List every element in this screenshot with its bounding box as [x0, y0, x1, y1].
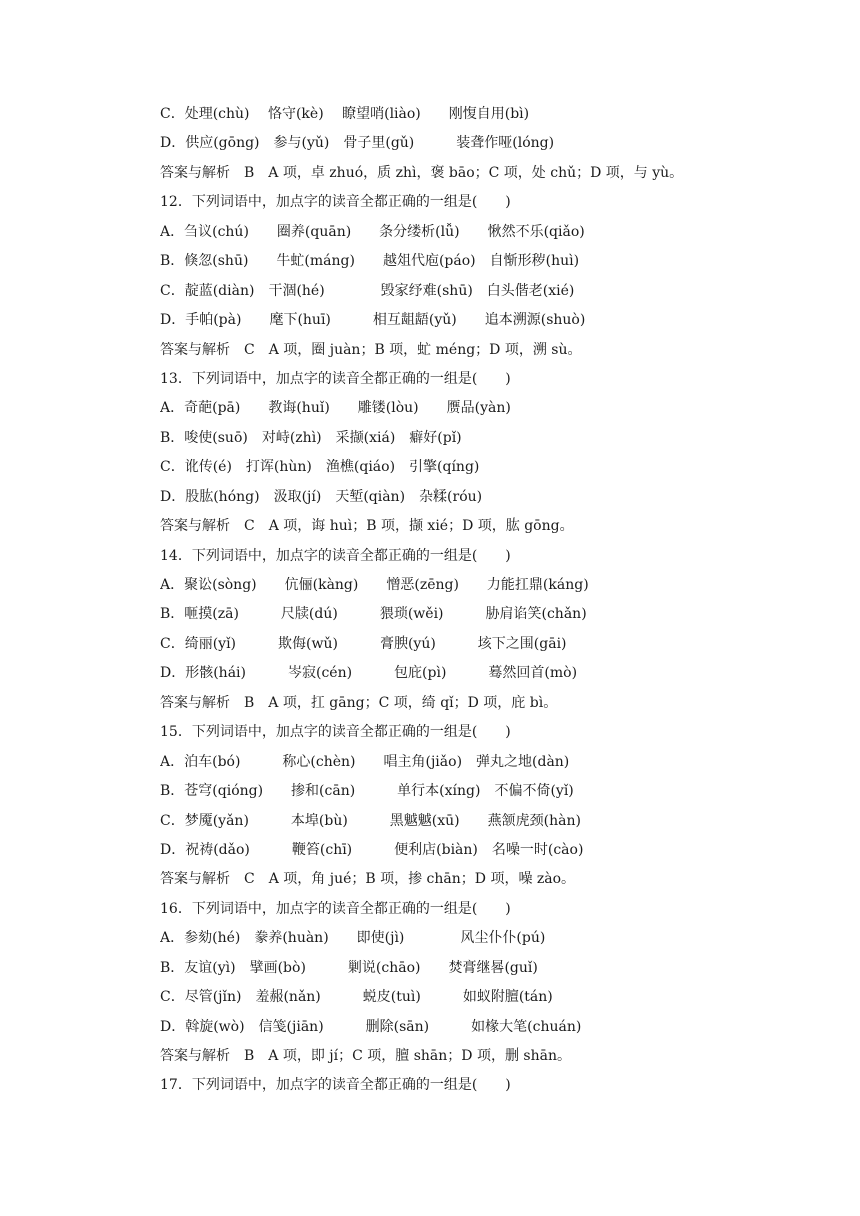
- answer-line: 答案与解析 B A 项，即 jí；C 项，膻 shān；D 项，删 shān。: [160, 1048, 571, 1064]
- question-line: 15．下列词语中，加点字的读音全都正确的一组是( ): [160, 724, 511, 741]
- option-line: B．唆使(suō) 对峙(zhì) 采撷(xiá) 癖好(pǐ): [160, 429, 462, 446]
- option-line: D．斡旋(wò) 信笺(jiān) 删除(sān) 如椽大笔(chuán): [160, 1018, 582, 1035]
- option-line: D．股肱(hóng) 汲取(jí) 天堑(qiàn) 杂糅(róu): [160, 488, 483, 505]
- question-line: 16．下列词语中，加点字的读音全都正确的一组是( ): [160, 900, 511, 917]
- answer-line: 答案与解析 C A 项，圈 juàn；B 项，虻 méng；D 项，溯 sù。: [160, 341, 582, 358]
- option-line: C．绮丽(yǐ) 欺侮(wǔ) 膏腴(yú) 垓下之围(gāi): [160, 635, 567, 652]
- answer-line: 答案与解析 B A 项，扛 gāng；C 项，绮 qǐ；D 项，庇 bì。: [160, 694, 558, 711]
- option-line: B．咂摸(zā) 尺牍(dú) 猥琐(wěi) 胁肩谄笑(chǎn): [160, 606, 587, 623]
- option-line: B．苍穹(qióng) 掺和(cān) 单行本(xíng) 不偏不倚(yǐ): [160, 783, 574, 800]
- question-line: 14．下列词语中，加点字的读音全都正确的一组是( ): [160, 547, 511, 564]
- option-line: A．刍议(chú) 圈养(quān) 条分缕析(lǚ) 愀然不乐(qiǎo): [160, 223, 585, 240]
- option-line: C．靛蓝(diàn) 干涸(hé) 毁家纾难(shū) 白头偕老(xié): [160, 282, 575, 299]
- option-line: B．倏忽(shū) 牛虻(máng) 越俎代庖(páo) 自惭形秽(huì): [160, 253, 580, 270]
- question-line: 12．下列词语中，加点字的读音全都正确的一组是( ): [160, 194, 511, 211]
- option-line: A．参劾(hé) 豢养(huàn) 即使(jì) 风尘仆仆(pú): [160, 930, 546, 947]
- option-line: C．尽管(jǐn) 羞赧(nǎn) 蜕皮(tuì) 如蚁附膻(tán): [160, 989, 553, 1006]
- option-line: D．供应(gōng) 参与(yǔ) 骨子里(gǔ) 装聋作哑(lóng): [160, 135, 555, 152]
- answer-line: 答案与解析 C A 项，角 jué；B 项，掺 chān；D 项，噪 zào。: [160, 871, 576, 888]
- option-line: A．泊车(bó) 称心(chèn) 唱主角(jiǎo) 弹丸之地(dàn): [160, 753, 570, 770]
- option-line: D．形骸(hái) 岑寂(cén) 包庇(pì) 蓦然回首(mò): [160, 665, 578, 682]
- option-line: C．讹传(é) 打诨(hùn) 渔樵(qiáo) 引擎(qíng): [160, 459, 480, 476]
- option-line: A．奇葩(pā) 教诲(huǐ) 雕镂(lòu) 赝品(yàn): [160, 400, 511, 417]
- answer-line: 答案与解析 C A 项，诲 huì；B 项，撷 xié；D 项，肱 gōng。: [160, 518, 574, 535]
- option-line: D．祝祷(dǎo) 鞭笞(chī) 便利店(biàn) 名噪一时(cào): [160, 841, 584, 858]
- question-line: 13．下列词语中，加点字的读音全都正确的一组是( ): [160, 370, 511, 387]
- option-line: D．手帕(pà) 麾下(huī) 相互龃龉(yǔ) 追本溯源(shuò): [160, 312, 586, 329]
- question-line: 17．下列词语中，加点字的读音全都正确的一组是( ): [160, 1077, 511, 1094]
- answer-line: 答案与解析 B A 项，卓 zhuó，质 zhì，褒 bāo；C 项，处 chǔ；D 项，与 yù。: [160, 164, 684, 181]
- option-line: C．梦魇(yǎn) 本埠(bù) 黑魆魆(xū) 燕颔虎颈(hàn): [160, 812, 581, 829]
- option-line: A．聚讼(sòng) 伉俪(kàng) 憎恶(zēng) 力能扛鼎(káng): [160, 577, 589, 593]
- option-line: C．处理(chù) 恪守(kè) 瞭望哨(liào) 刚愎自用(bì): [160, 106, 530, 122]
- document-body: [160, 100, 820, 1101]
- option-line: B．友谊(yì) 擘画(bò) 剿说(chāo) 焚膏继晷(guǐ): [160, 959, 538, 976]
